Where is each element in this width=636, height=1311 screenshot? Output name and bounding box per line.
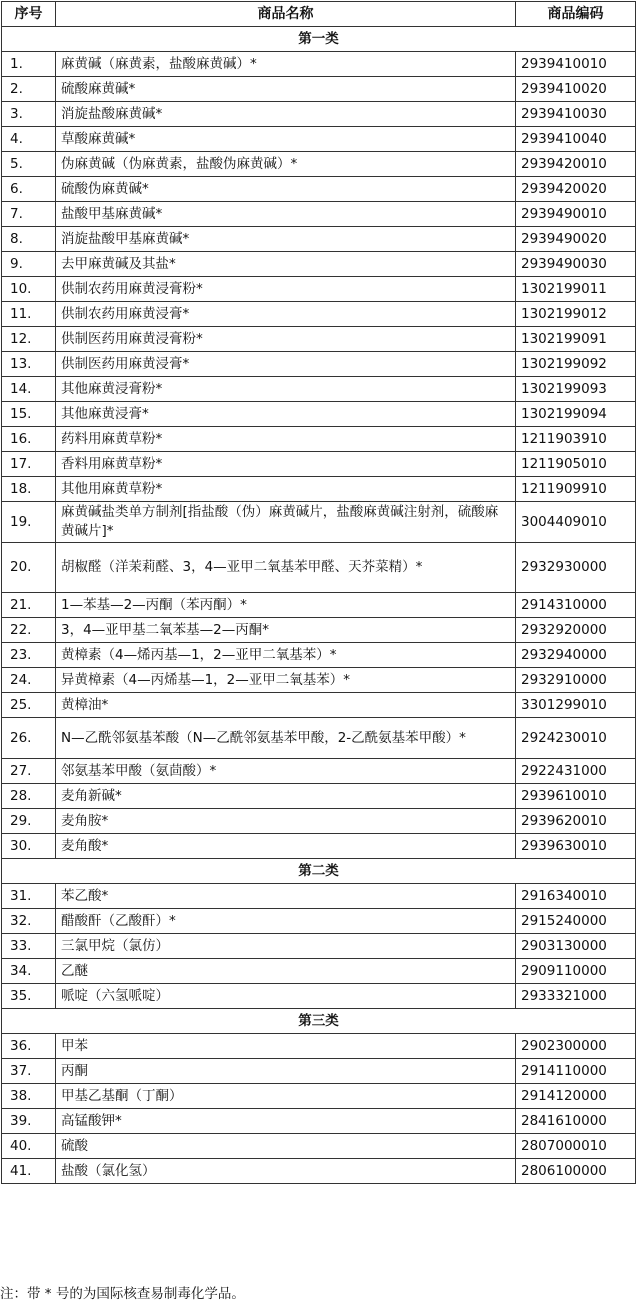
row-code: 1302199012 (516, 302, 636, 327)
row-index: 12. (2, 327, 56, 352)
table-row (2, 693, 636, 718)
row-code: 1302199091 (516, 327, 636, 352)
table-row (2, 252, 636, 277)
row-name: 醋酸酐（乙酸酐）* (56, 909, 516, 934)
table-row (2, 1109, 636, 1134)
row-code: 2939420020 (516, 177, 636, 202)
table-row (2, 1159, 636, 1184)
table-row (2, 643, 636, 668)
row-name: 异黄樟素（4—丙烯基—1，2—亚甲二氧基苯）* (56, 668, 516, 693)
row-index: 36. (2, 1034, 56, 1059)
row-index: 4. (2, 127, 56, 152)
header-row (2, 2, 636, 27)
row-code: 2932920000 (516, 618, 636, 643)
row-name: 胡椒醛（洋茉莉醛、3，4—亚甲二氧基苯甲醛、天芥菜精）* (56, 543, 516, 593)
row-code: 2841610000 (516, 1109, 636, 1134)
category-row (2, 27, 636, 52)
row-index: 18. (2, 477, 56, 502)
table-row (2, 152, 636, 177)
row-index: 14. (2, 377, 56, 402)
table-row (2, 784, 636, 809)
table-row (2, 1134, 636, 1159)
row-name: 盐酸（氯化氢） (56, 1159, 516, 1184)
header-code: 商品编码 (516, 2, 636, 27)
row-index: 32. (2, 909, 56, 934)
row-name: 黄樟油* (56, 693, 516, 718)
table-row (2, 377, 636, 402)
row-index: 22. (2, 618, 56, 643)
table-row (2, 277, 636, 302)
row-name: 哌啶（六氢哌啶） (56, 984, 516, 1009)
table-row (2, 52, 636, 77)
row-index: 33. (2, 934, 56, 959)
row-index: 10. (2, 277, 56, 302)
row-index: 38. (2, 1084, 56, 1109)
row-name: 高锰酸钾* (56, 1109, 516, 1134)
row-name: 草酸麻黄碱* (56, 127, 516, 152)
row-code: 2932940000 (516, 643, 636, 668)
table-row (2, 909, 636, 934)
row-name: 硫酸伪麻黄碱* (56, 177, 516, 202)
row-name: 其他麻黄浸膏* (56, 402, 516, 427)
row-index: 27. (2, 759, 56, 784)
row-index: 24. (2, 668, 56, 693)
row-name: 硫酸 (56, 1134, 516, 1159)
row-index: 41. (2, 1159, 56, 1184)
table-row (2, 718, 636, 759)
row-code: 2914310000 (516, 593, 636, 618)
row-name: 1—苯基—2—丙酮（苯丙酮）* (56, 593, 516, 618)
row-name: 麻黄碱盐类单方制剂[指盐酸（伪）麻黄碱片，盐酸麻黄碱注射剂，硫酸麻黄碱片]* (56, 502, 516, 543)
header-index: 序号 (2, 2, 56, 27)
row-index: 9. (2, 252, 56, 277)
row-index: 1. (2, 52, 56, 77)
row-code: 3004409010 (516, 502, 636, 543)
row-name: 丙酮 (56, 1059, 516, 1084)
row-code: 2807000010 (516, 1134, 636, 1159)
table-row (2, 959, 636, 984)
table-row (2, 543, 636, 593)
row-index: 8. (2, 227, 56, 252)
table-row (2, 934, 636, 959)
row-name: 伪麻黄碱（伪麻黄素，盐酸伪麻黄碱）* (56, 152, 516, 177)
row-code: 2914110000 (516, 1059, 636, 1084)
category-row (2, 1009, 636, 1034)
category-label: 第一类 (2, 27, 636, 52)
row-code: 2916340010 (516, 884, 636, 909)
row-name: 麦角新碱* (56, 784, 516, 809)
row-code: 1211909910 (516, 477, 636, 502)
row-code: 1302199011 (516, 277, 636, 302)
row-code: 2939630010 (516, 834, 636, 859)
category-row (2, 859, 636, 884)
row-name: 药料用麻黄草粉* (56, 427, 516, 452)
row-name: 三氯甲烷（氯仿） (56, 934, 516, 959)
table-row (2, 202, 636, 227)
row-code: 2939410020 (516, 77, 636, 102)
row-code: 1211905010 (516, 452, 636, 477)
row-index: 29. (2, 809, 56, 834)
table-row (2, 327, 636, 352)
table-row (2, 127, 636, 152)
row-code: 2939420010 (516, 152, 636, 177)
row-index: 25. (2, 693, 56, 718)
table-row (2, 1059, 636, 1084)
row-index: 34. (2, 959, 56, 984)
row-name: 消旋盐酸麻黄碱* (56, 102, 516, 127)
table-row (2, 984, 636, 1009)
table-row (2, 402, 636, 427)
table-row (2, 352, 636, 377)
row-name: N—乙酰邻氨基苯酸（N—乙酰邻氨基苯甲酸，2-乙酰氨基苯甲酸）* (56, 718, 516, 759)
row-name: 甲苯 (56, 1034, 516, 1059)
row-index: 11. (2, 302, 56, 327)
table-row (2, 1034, 636, 1059)
row-index: 6. (2, 177, 56, 202)
row-code: 2909110000 (516, 959, 636, 984)
table-row (2, 452, 636, 477)
header-name: 商品名称 (56, 2, 516, 27)
table-row (2, 1084, 636, 1109)
row-code: 2939620010 (516, 809, 636, 834)
table-row (2, 618, 636, 643)
row-name: 乙醚 (56, 959, 516, 984)
row-name: 供制医药用麻黄浸膏* (56, 352, 516, 377)
row-index: 40. (2, 1134, 56, 1159)
table-row (2, 502, 636, 543)
row-code: 2806100000 (516, 1159, 636, 1184)
row-code: 2939610010 (516, 784, 636, 809)
row-name: 盐酸甲基麻黄碱* (56, 202, 516, 227)
row-index: 30. (2, 834, 56, 859)
row-code: 2903130000 (516, 934, 636, 959)
row-index: 20. (2, 543, 56, 593)
category-label: 第三类 (2, 1009, 636, 1034)
table-row (2, 177, 636, 202)
row-name: 消旋盐酸甲基麻黄碱* (56, 227, 516, 252)
row-index: 7. (2, 202, 56, 227)
row-name: 硫酸麻黄碱* (56, 77, 516, 102)
row-name: 去甲麻黄碱及其盐* (56, 252, 516, 277)
row-name: 供制农药用麻黄浸膏粉* (56, 277, 516, 302)
row-code: 2932930000 (516, 543, 636, 593)
table-row (2, 227, 636, 252)
table-row (2, 759, 636, 784)
row-index: 21. (2, 593, 56, 618)
row-code: 3301299010 (516, 693, 636, 718)
table-row (2, 477, 636, 502)
table-row (2, 593, 636, 618)
row-code: 2914120000 (516, 1084, 636, 1109)
row-code: 2924230010 (516, 718, 636, 759)
row-name: 苯乙酸* (56, 884, 516, 909)
row-code: 2902300000 (516, 1034, 636, 1059)
row-index: 23. (2, 643, 56, 668)
row-code: 2933321000 (516, 984, 636, 1009)
footnote: 注：带 * 号的为国际核查易制毒化学品。 (0, 1286, 245, 1302)
row-code: 2939410030 (516, 102, 636, 127)
row-name: 供制医药用麻黄浸膏粉* (56, 327, 516, 352)
row-index: 5. (2, 152, 56, 177)
row-code: 1302199092 (516, 352, 636, 377)
table-row (2, 77, 636, 102)
row-index: 31. (2, 884, 56, 909)
table-row (2, 102, 636, 127)
row-name: 甲基乙基酮（丁酮） (56, 1084, 516, 1109)
row-code: 2939410010 (516, 52, 636, 77)
row-code: 1211903910 (516, 427, 636, 452)
row-name: 香料用麻黄草粉* (56, 452, 516, 477)
row-index: 19. (2, 502, 56, 543)
row-name: 麦角酸* (56, 834, 516, 859)
table-row (2, 809, 636, 834)
row-index: 37. (2, 1059, 56, 1084)
row-index: 17. (2, 452, 56, 477)
row-code: 1302199093 (516, 377, 636, 402)
row-code: 2915240000 (516, 909, 636, 934)
table-row (2, 427, 636, 452)
row-index: 39. (2, 1109, 56, 1134)
row-name: 供制农药用麻黄浸膏* (56, 302, 516, 327)
row-code: 2932910000 (516, 668, 636, 693)
row-code: 2939490030 (516, 252, 636, 277)
table-row (2, 302, 636, 327)
table-row (2, 668, 636, 693)
row-name: 麦角胺* (56, 809, 516, 834)
table-row (2, 834, 636, 859)
row-index: 13. (2, 352, 56, 377)
row-name: 邻氨基苯甲酸（氨茴酸）* (56, 759, 516, 784)
row-index: 26. (2, 718, 56, 759)
chemicals-table (1, 1, 636, 1184)
row-name: 3，4—亚甲基二氧苯基—2—丙酮* (56, 618, 516, 643)
row-index: 35. (2, 984, 56, 1009)
row-code: 2939490020 (516, 227, 636, 252)
row-code: 2939490010 (516, 202, 636, 227)
row-index: 16. (2, 427, 56, 452)
row-index: 3. (2, 102, 56, 127)
row-code: 1302199094 (516, 402, 636, 427)
table-row (2, 884, 636, 909)
row-index: 15. (2, 402, 56, 427)
row-name: 黄樟素（4—烯丙基—1，2—亚甲二氧基苯）* (56, 643, 516, 668)
row-index: 2. (2, 77, 56, 102)
row-name: 麻黄碱（麻黄素，盐酸麻黄碱）* (56, 52, 516, 77)
table-body (2, 27, 636, 1184)
row-code: 2939410040 (516, 127, 636, 152)
row-code: 2922431000 (516, 759, 636, 784)
row-name: 其他麻黄浸膏粉* (56, 377, 516, 402)
row-name: 其他用麻黄草粉* (56, 477, 516, 502)
row-index: 28. (2, 784, 56, 809)
category-label: 第二类 (2, 859, 636, 884)
